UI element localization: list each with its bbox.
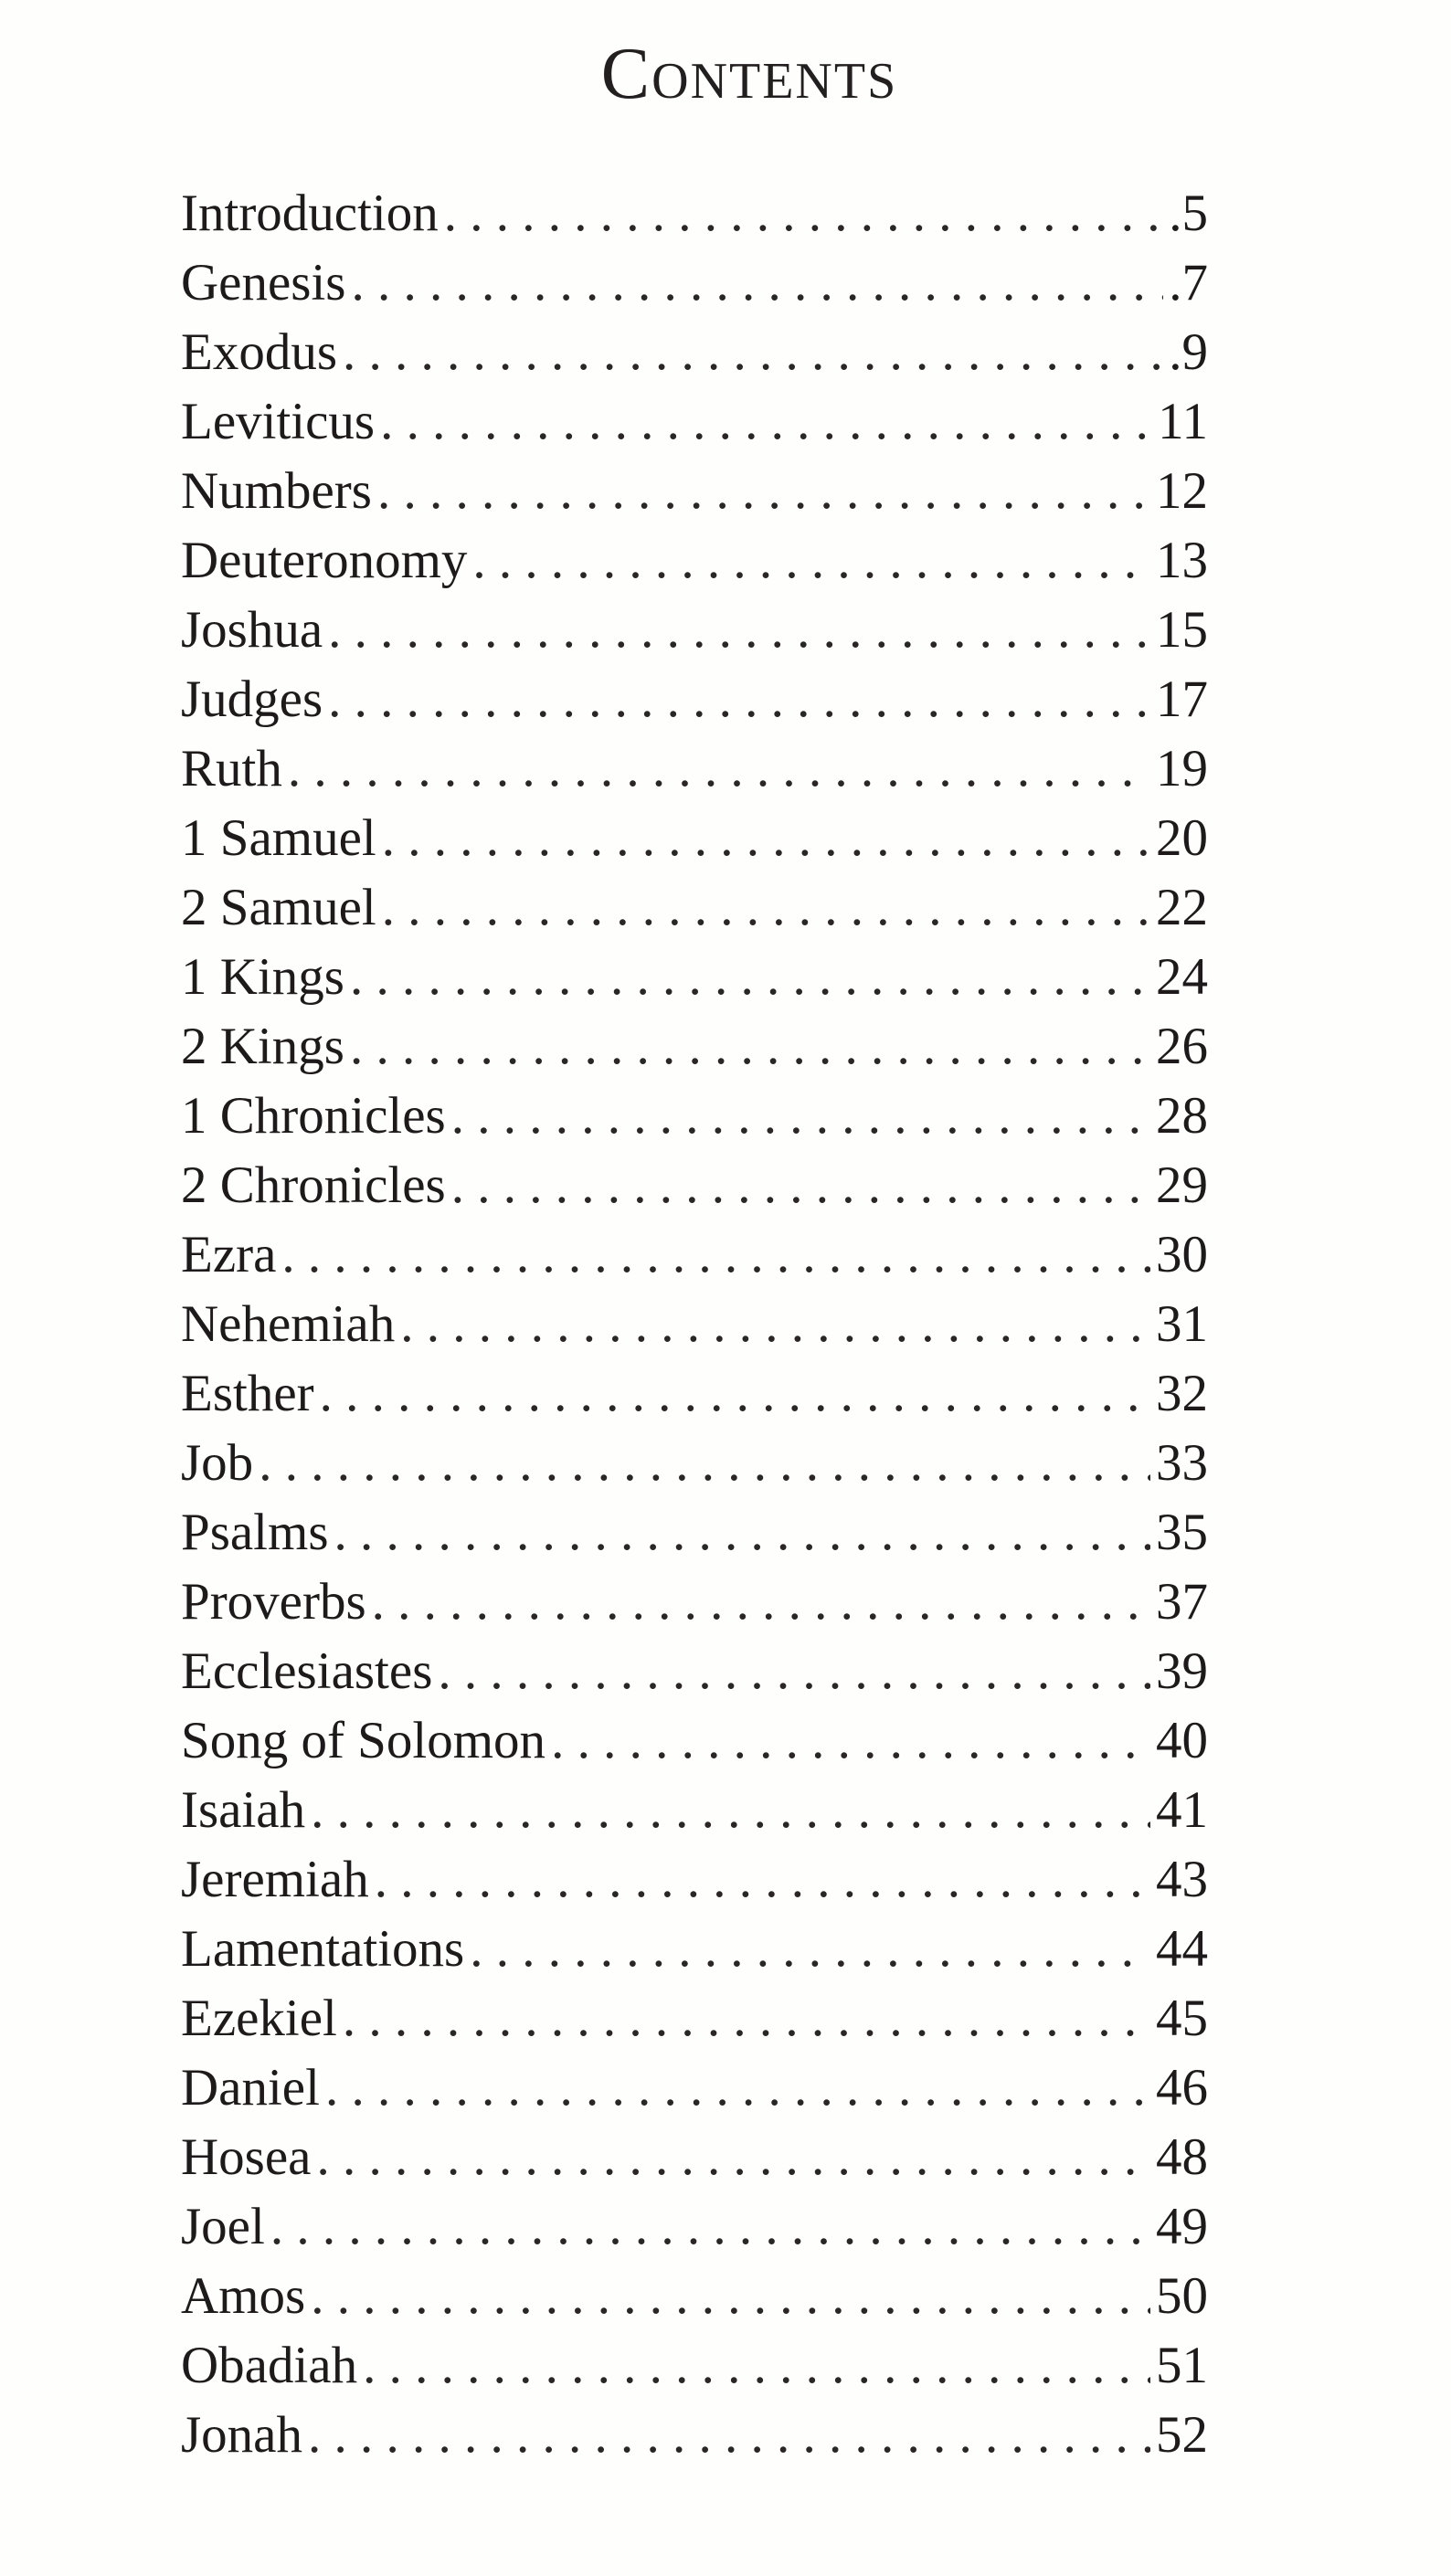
- dot-leader: [350, 1012, 1150, 1082]
- dot-leader: [316, 2123, 1150, 2192]
- toc-entry-title: Song of Solomon: [181, 1712, 546, 1769]
- toc-entry-title: Deuteronomy: [181, 532, 468, 589]
- toc-entry-page-number: 51: [1156, 2337, 1208, 2394]
- toc-entry-title: 2 Kings: [181, 1018, 344, 1075]
- toc-entry-page-number: 52: [1156, 2406, 1208, 2464]
- toc-entry[interactable]: [181, 387, 1208, 457]
- toc-entry-page-number: 46: [1156, 2059, 1208, 2117]
- toc-entry-page-number: 41: [1156, 1781, 1208, 1839]
- toc-entry[interactable]: [181, 943, 1208, 1012]
- toc-entry[interactable]: [181, 1984, 1208, 2053]
- toc-entry[interactable]: [181, 596, 1208, 665]
- toc-entry-page-number: 50: [1156, 2267, 1208, 2325]
- toc-entry-page-number: 20: [1156, 809, 1208, 867]
- dot-leader: [325, 2053, 1150, 2123]
- toc-entry[interactable]: [181, 734, 1208, 804]
- dot-leader: [281, 1220, 1150, 1290]
- toc-entry-page-number: 11: [1158, 393, 1208, 450]
- toc-entry-title: 1 Chronicles: [181, 1087, 446, 1145]
- toc-entry-page-number: 49: [1156, 2198, 1208, 2255]
- dot-leader: [320, 1359, 1150, 1429]
- toc-entry-page-number: .7: [1169, 254, 1208, 311]
- toc-entry[interactable]: [181, 1915, 1208, 1984]
- toc-entry[interactable]: [181, 179, 1208, 248]
- toc-entry-page-number: 44: [1156, 1920, 1208, 1978]
- dot-leader: [372, 1568, 1150, 1637]
- dot-leader: [343, 318, 1163, 387]
- toc-entry-page-number: 22: [1156, 879, 1208, 936]
- toc-entry[interactable]: [181, 2053, 1208, 2123]
- toc-entry-title: 2 Samuel: [181, 879, 376, 936]
- toc-entry-title: 1 Kings: [181, 948, 344, 1006]
- toc-entry[interactable]: [181, 457, 1208, 526]
- toc-entry-title: Psalms: [181, 1504, 329, 1561]
- page-title: Contents: [600, 34, 898, 114]
- toc-entry[interactable]: [181, 1012, 1208, 1082]
- toc-entry-page-number: .5: [1169, 185, 1208, 242]
- toc-entry-title: Esther: [181, 1365, 314, 1422]
- toc-entry-page-number: 26: [1156, 1018, 1208, 1075]
- toc-entry[interactable]: [181, 873, 1208, 943]
- toc-entry-page-number: 48: [1156, 2128, 1208, 2186]
- toc-entry-title: Jonah: [181, 2406, 302, 2464]
- toc-entry-title: Proverbs: [181, 1573, 366, 1631]
- toc-entry[interactable]: [181, 526, 1208, 596]
- toc-entry-page-number: 29: [1156, 1156, 1208, 1214]
- toc-entry-title: Ecclesiastes: [181, 1642, 433, 1700]
- toc-entry-page-number: 24: [1156, 948, 1208, 1006]
- dot-leader: [382, 804, 1150, 873]
- toc-entry[interactable]: [181, 1290, 1208, 1359]
- toc-entry-page-number: 31: [1156, 1295, 1208, 1353]
- toc-entry-title: Joel: [181, 2198, 265, 2255]
- dot-leader: [551, 1706, 1150, 1776]
- toc-entry[interactable]: [181, 2192, 1208, 2262]
- toc-entry[interactable]: [181, 1776, 1208, 1845]
- toc-entry-page-number: 40: [1156, 1712, 1208, 1769]
- toc-entry-page-number: 33: [1156, 1434, 1208, 1492]
- dot-leader: [451, 1082, 1150, 1151]
- dot-leader: [351, 248, 1163, 318]
- toc-entry[interactable]: [181, 665, 1208, 734]
- dot-leader: [270, 2192, 1150, 2262]
- toc-entry-page-number: 28: [1156, 1087, 1208, 1145]
- toc-entry[interactable]: [181, 248, 1208, 318]
- toc-entry-title: Joshua: [181, 601, 323, 659]
- toc-entry-title: Judges: [181, 670, 323, 728]
- dot-leader: [472, 526, 1150, 596]
- toc-entry-page-number: 12: [1156, 462, 1208, 520]
- toc-entry-title: 1 Samuel: [181, 809, 376, 867]
- toc-entry[interactable]: [181, 1220, 1208, 1290]
- dot-leader: [308, 2401, 1150, 2470]
- dot-leader: [259, 1429, 1150, 1498]
- dot-leader: [377, 457, 1150, 526]
- toc-entry-title: Ruth: [181, 740, 282, 797]
- dot-leader: [382, 873, 1150, 943]
- table-of-contents: [181, 179, 1208, 2470]
- toc-entry[interactable]: [181, 2262, 1208, 2331]
- dot-leader: [444, 179, 1163, 248]
- dot-leader: [334, 1498, 1150, 1568]
- toc-entry[interactable]: [181, 1568, 1208, 1637]
- toc-entry-page-number: 43: [1156, 1851, 1208, 1908]
- toc-entry[interactable]: [181, 2331, 1208, 2401]
- toc-entry-page-number: 37: [1156, 1573, 1208, 1631]
- dot-leader: [451, 1151, 1150, 1220]
- toc-entry-page-number: 15: [1156, 601, 1208, 659]
- toc-entry-title: Isaiah: [181, 1781, 306, 1839]
- toc-entry-title: Introduction: [181, 185, 439, 242]
- toc-entry-title: Amos: [181, 2267, 306, 2325]
- dot-leader: [363, 2331, 1150, 2401]
- toc-entry-page-number: 35: [1156, 1504, 1208, 1561]
- toc-entry-title: Obadiah: [181, 2337, 358, 2394]
- toc-entry-page-number: 13: [1156, 532, 1208, 589]
- toc-entry-page-number: 17: [1156, 670, 1208, 728]
- dot-leader: [375, 1845, 1150, 1915]
- toc-entry[interactable]: [181, 1429, 1208, 1498]
- dot-leader: [438, 1637, 1150, 1706]
- toc-entry-page-number: 19: [1156, 740, 1208, 797]
- toc-entry[interactable]: [181, 2401, 1208, 2470]
- dot-leader: [288, 734, 1150, 804]
- dot-leader: [400, 1290, 1150, 1359]
- toc-entry-title: Exodus: [181, 323, 337, 381]
- toc-entry-title: Nehemiah: [181, 1295, 396, 1353]
- toc-entry-title: Job: [181, 1434, 254, 1492]
- toc-entry-title: Ezra: [181, 1226, 277, 1283]
- dot-leader: [311, 2262, 1150, 2331]
- dot-leader: [343, 1984, 1150, 2053]
- toc-entry[interactable]: [181, 1082, 1208, 1151]
- dot-leader: [380, 387, 1152, 457]
- toc-entry-page-number: .9: [1169, 323, 1208, 381]
- toc-entry[interactable]: [181, 318, 1208, 387]
- dot-leader: [470, 1915, 1150, 1984]
- toc-entry-page-number: 32: [1156, 1365, 1208, 1422]
- toc-entry-title: Leviticus: [181, 393, 376, 450]
- toc-entry-title: Ezekiel: [181, 1990, 337, 2047]
- toc-entry[interactable]: [181, 1637, 1208, 1706]
- toc-entry-title: Daniel: [181, 2059, 320, 2117]
- dot-leader: [328, 665, 1150, 734]
- toc-entry[interactable]: [181, 2123, 1208, 2192]
- toc-entry-title: Jeremiah: [181, 1851, 369, 1908]
- toc-entry[interactable]: [181, 1845, 1208, 1915]
- toc-entry[interactable]: [181, 1359, 1208, 1429]
- toc-entry-title: Hosea: [181, 2128, 312, 2186]
- toc-entry-title: Genesis: [181, 254, 346, 311]
- toc-entry-title: 2 Chronicles: [181, 1156, 446, 1214]
- toc-entry-page-number: 30: [1156, 1226, 1208, 1283]
- dot-leader: [350, 943, 1150, 1012]
- toc-entry-title: Lamentations: [181, 1920, 465, 1978]
- toc-entry-page-number: 39: [1156, 1642, 1208, 1700]
- toc-entry-title: Numbers: [181, 462, 372, 520]
- toc-entry[interactable]: [181, 1706, 1208, 1776]
- toc-entry-page-number: 45: [1156, 1990, 1208, 2047]
- dot-leader: [311, 1776, 1150, 1845]
- toc-entry[interactable]: [181, 1151, 1208, 1220]
- dot-leader: [328, 596, 1150, 665]
- toc-entry[interactable]: [181, 804, 1208, 873]
- toc-entry[interactable]: [181, 1498, 1208, 1568]
